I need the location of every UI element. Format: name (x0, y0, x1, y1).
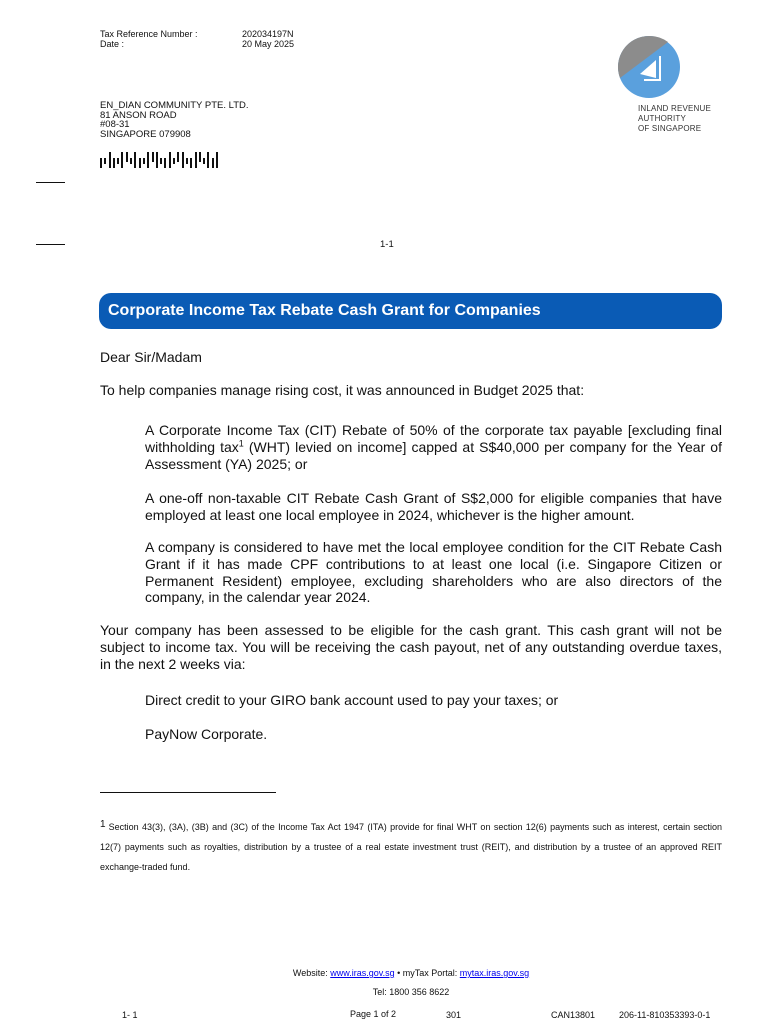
recipient-address (100, 101, 249, 139)
footnote-text: Section 43(3), (3A), (3B) and (3C) of the Income Tax Act 1947 (ITA) provide for final WHT on section 12(6) payments such as interest, certain section 12(7) payments such as royalties, distribution by a trustee of a real estate investment trust (REIT), and distribution by a trustee of an approved REIT exchange-traded fund. (100, 822, 722, 872)
logo-line-3: OF SINGAPORE (638, 124, 702, 133)
rebate-point-1-text-b: (WHT) levied on income] capped at S$40,000 per company for the Year of Assessment (YA) 2025; or (145, 438, 722, 472)
website-label: Website: (292, 968, 331, 978)
fold-mark (36, 182, 65, 183)
tax-reference-value: 202034197N (242, 29, 294, 39)
rebate-point-1-text-a: A Corporate Income Tax (CIT) Rebate of 50% of the corporate tax payable [excluding final withholding tax (145, 422, 722, 455)
rebate-point-2: A one-off non-taxable CIT Rebate Cash Grant of S$2,000 for eligible companies that have employed at least one local employee in 2024, whichever is the higher amount. (145, 490, 722, 523)
footnote (100, 815, 722, 877)
footer-reference-code: 206-11-810353393-0-1 (619, 1010, 711, 1020)
iras-logo (616, 34, 716, 105)
address-line: SINGAPORE 079908 (100, 128, 191, 140)
intro-paragraph: To help companies manage rising cost, it was announced in Budget 2025 that: (100, 382, 585, 398)
iras-logo-text (638, 104, 711, 134)
address-line: EN_DIAN COMMUNITY PTE. LTD. (100, 100, 249, 111)
address-line: #08-31 (100, 119, 130, 130)
footnote-ref: 1 (238, 438, 244, 449)
tax-reference-label: Tax Reference Number : (100, 29, 198, 39)
website-link[interactable]: www.iras.gov.sg (330, 968, 395, 978)
footer-contact (0, 968, 768, 979)
footer-telephone: Tel: 1800 356 8622 (372, 987, 450, 997)
letter-title-banner: Corporate Income Tax Rebate Cash Grant for Companies (99, 293, 722, 329)
footnote-number: 1 (100, 819, 106, 830)
eligibility-paragraph: Your company has been assessed to be eligible for the cash grant. This cash grant will not be subject to income tax. You will be receiving the cash payout, net of any outstanding overdue taxes, in the next 2 weeks via: (100, 622, 722, 672)
footer-document-code: CAN13801 (551, 1010, 596, 1020)
logo-line-1: INLAND REVENUE (638, 104, 712, 113)
page-number: Page 1 of 2 (350, 1009, 397, 1019)
rebate-point-1 (145, 422, 722, 472)
iras-logo-icon (616, 34, 682, 100)
address-line: 81 ANSON ROAD (100, 109, 177, 121)
payout-option-paynow: PayNow Corporate. (145, 726, 268, 742)
footer-left-code: 1- 1 (122, 1010, 138, 1020)
date-label: Date : (100, 39, 125, 49)
salutation: Dear Sir/Madam (100, 349, 202, 365)
footer-code-301: 301 (446, 1010, 462, 1020)
footnote-divider (100, 792, 276, 793)
portal-label: • myTax Portal: (394, 968, 460, 978)
logo-line-2: AUTHORITY (638, 114, 687, 123)
mytax-portal-link[interactable]: mytax.iras.gov.sg (459, 968, 530, 978)
date-value: 20 May 2025 (242, 39, 295, 49)
postal-barcode (100, 152, 220, 174)
payout-option-giro: Direct credit to your GIRO bank account used to pay your taxes; or (145, 692, 559, 708)
page-reference: 1-1 (380, 239, 394, 250)
fold-mark (36, 244, 65, 245)
local-employee-condition: A company is considered to have met the local employee condition for the CIT Rebate Cash Grant if it has made CPF contributions to at least one local (i.e. Singapore Citizen or Permanent Resident) employee, excluding shareholders who are also directors of the company, in the calendar year 2024. (145, 539, 722, 606)
